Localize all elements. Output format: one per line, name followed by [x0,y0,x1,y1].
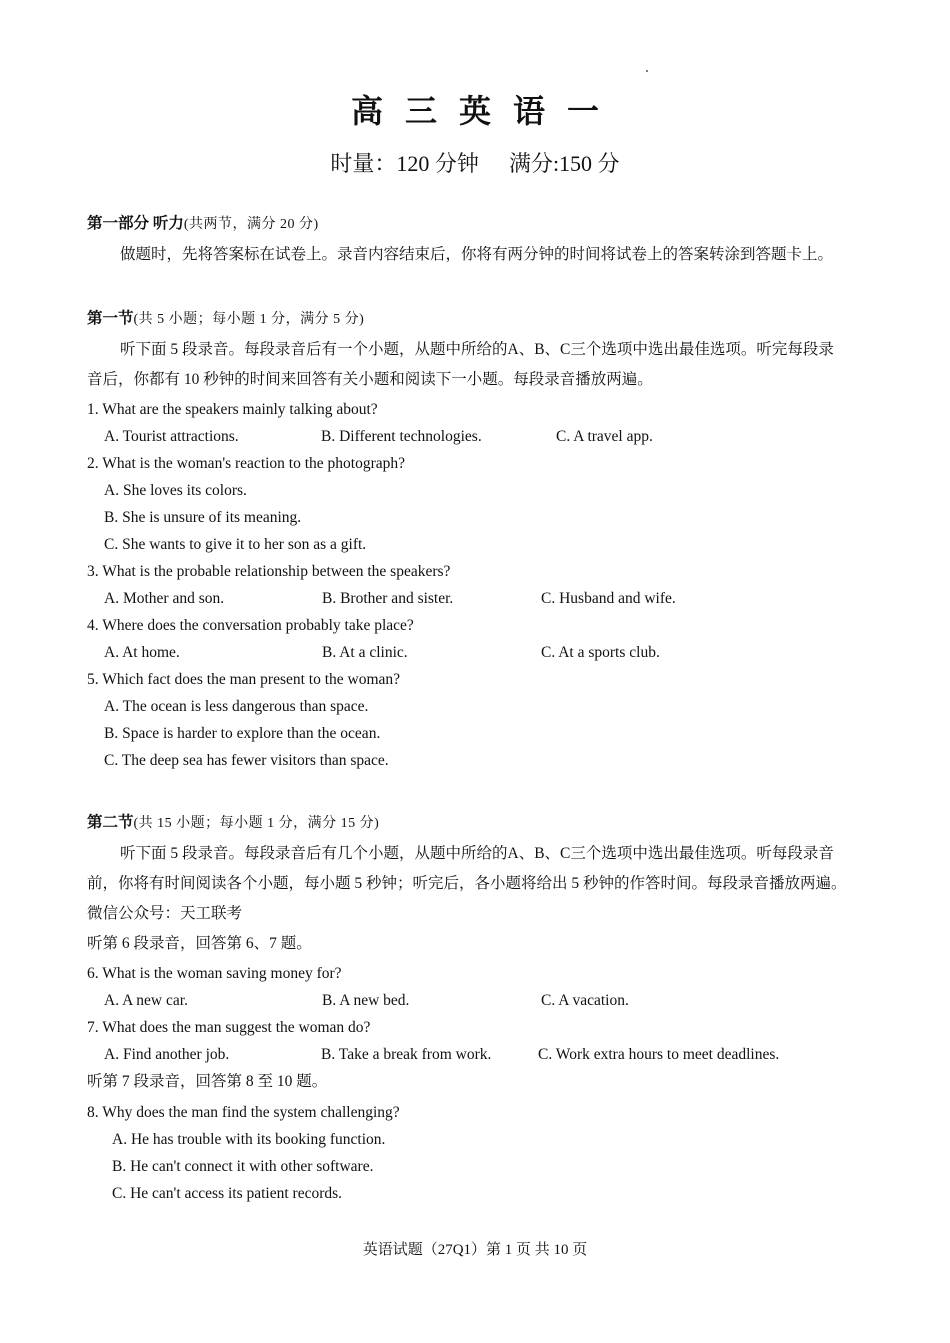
question-stem: 7. What does the man suggest the woman do? [87,1019,371,1036]
time-label: 时量：120 分钟 [330,151,479,176]
part1-heading-note: (共两节，满分 20 分) [183,217,319,232]
option-b: B. He can't connect it with other software. [112,1158,374,1175]
question-stem: 2. What is the woman's reaction to the photograph? [87,455,406,472]
option-a: A. Find another job. [104,1046,230,1063]
option-c: C. The deep sea has fewer visitors than space. [104,752,389,769]
part1-instructions: 做题时，先将答案标在试卷上。录音内容结束后，你将有两分钟的时间将试卷上的答案转涂到答题卡上。 [120,246,834,263]
question-stem: 6. What is the woman saving money for? [87,965,342,982]
option-b: B. Different technologies. [321,428,482,445]
question-stem: 1. What are the speakers mainly talking about? [87,401,378,418]
section2-instructions: 听下面 5 段录音。每段录音后有几个小题，从题中所给的A、B、C三个选项中选出最佳选项。听每段录音前，你将有时间阅读各个小题，每小题 5 秒钟；听完后，各小题将给出 5 秒钟的作答时间。每段录音播放两遍。微信公众号：天工联考 [87,845,847,922]
speck-mark [646,70,648,72]
option-a: A. He has trouble with its booking function. [112,1131,386,1148]
option-a: A. A new car. [104,992,188,1009]
page-footer: 英语试题（27Q1）第 1 页 共 10 页 [362,1242,588,1258]
exam-meta [0,147,950,178]
option-a: A. She loves its colors. [104,482,247,499]
part1-heading [87,211,319,233]
option-c: C. A vacation. [541,992,629,1009]
option-c: C. Husband and wife. [541,590,676,607]
score-label: 满分:150 分 [508,151,620,176]
option-c: C. Work extra hours to meet deadlines. [538,1046,780,1063]
option-c: C. At a sports club. [541,644,660,661]
option-a: A. Mother and son. [104,590,225,607]
option-b: B. Brother and sister. [322,590,454,607]
option-b: B. At a clinic. [322,644,408,661]
section1-instructions: 听下面 5 段录音。每段录音后有一个小题，从题中所给的A、B、C三个选项中选出最佳选项。听完每段录音后，你都有 10 秒钟的时间来回答有关小题和阅读下一小题。每段录音播放两遍。 [87,341,834,388]
section2-heading-text: 第二节 [87,814,134,831]
option-a: A. At home. [104,644,180,661]
part1-heading-text: 第一部分 听力 [87,215,184,232]
question-stem: 5. Which fact does the man present to the woman? [87,671,401,688]
option-c: C. She wants to give it to her son as a gift. [104,536,367,553]
option-b: B. She is unsure of its meaning. [104,509,302,526]
section2-heading-note: (共 15 小题；每小题 1 分，满分 15 分) [133,816,380,831]
option-c: C. He can't access its patient records. [112,1185,343,1202]
audio-group-label: 听第 7 段录音，回答第 8 至 10 题。 [87,1073,328,1090]
option-a: A. The ocean is less dangerous than space. [104,698,369,715]
option-b: B. Space is harder to explore than the ocean. [104,725,381,742]
section1-heading-note: (共 5 小题；每小题 1 分，满分 5 分) [133,312,365,327]
audio-group-label: 听第 6 段录音，回答第 6、7 题。 [87,935,312,952]
section1-heading-text: 第一节 [87,310,134,327]
option-b: B. Take a break from work. [321,1046,492,1063]
section1-heading [87,306,364,328]
section2-heading [87,810,379,832]
question-stem: 8. Why does the man find the system challenging? [87,1104,400,1121]
option-a: A. Tourist attractions. [104,428,239,445]
question-stem: 4. Where does the conversation probably take place? [87,617,414,634]
option-c: C. A travel app. [556,428,653,445]
page-title: 高三英语一 [350,93,621,129]
question-stem: 3. What is the probable relationship between the speakers? [87,563,451,580]
option-b: B. A new bed. [322,992,410,1009]
